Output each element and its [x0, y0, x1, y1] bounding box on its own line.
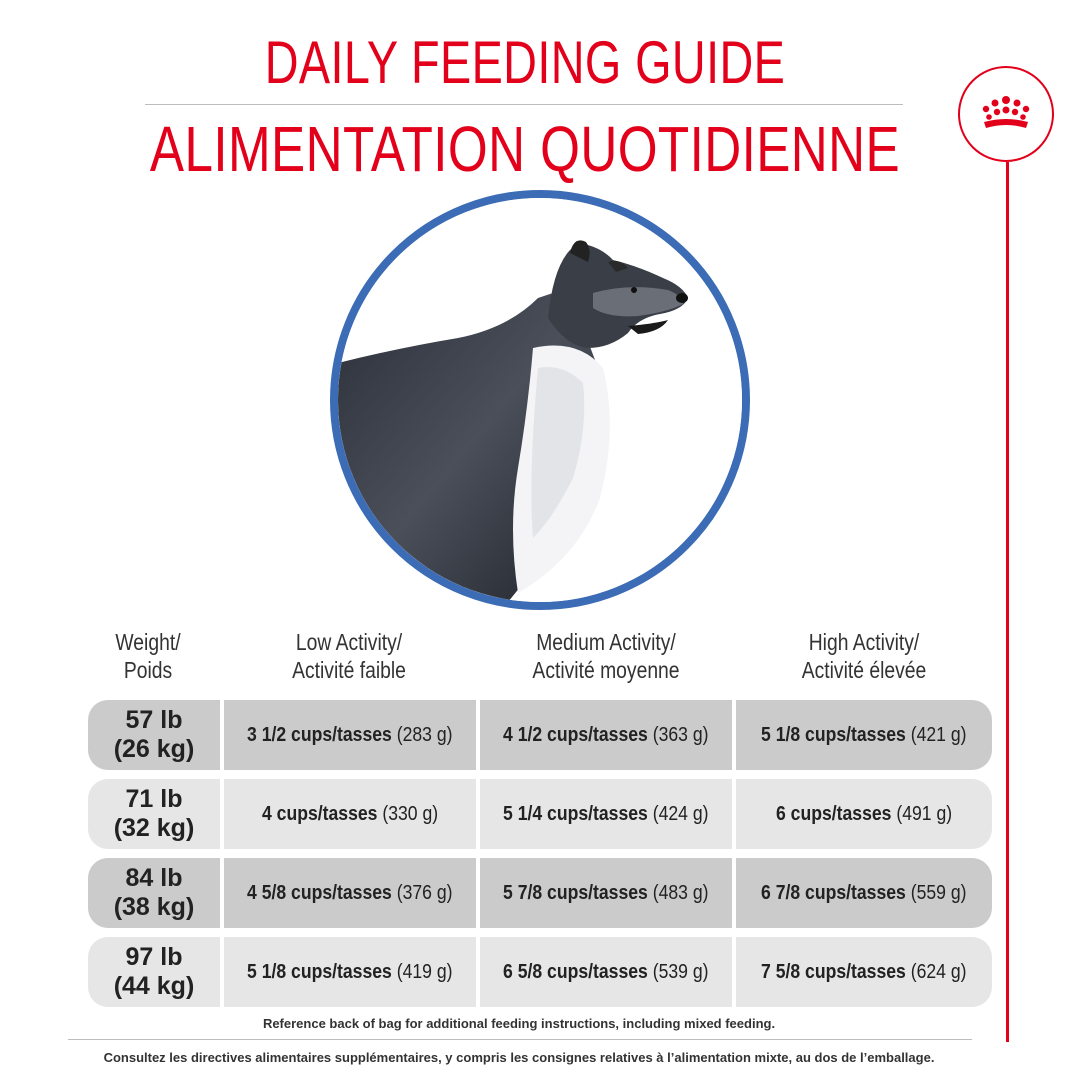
high-activity-cell — [736, 779, 992, 849]
header-weight-en: Weight/ — [115, 629, 181, 655]
amount-grams: (491 g) — [896, 802, 953, 825]
weight-lb: 97 lb — [125, 943, 183, 971]
footnote-divider — [68, 1039, 972, 1040]
brand-logo — [958, 66, 1054, 162]
amount-grams: (424 g) — [652, 802, 709, 825]
low-activity-cell — [224, 779, 476, 849]
high-activity-cell — [736, 700, 992, 770]
header-low-activity — [244, 628, 454, 684]
table-row — [88, 858, 992, 928]
title-divider — [145, 104, 903, 105]
title-french: ALIMENTATION QUOTIDIENNE — [149, 113, 901, 185]
amount-cups: 6 cups/tasses — [775, 802, 892, 825]
header-weight — [89, 628, 207, 684]
low-activity-cell — [224, 700, 476, 770]
amount-cups: 3 1/2 cups/tasses — [247, 723, 393, 746]
amount-cups: 4 1/2 cups/tasses — [503, 723, 649, 746]
header-weight-fr: Poids — [123, 657, 173, 683]
amount-cups: 6 5/8 cups/tasses — [503, 960, 649, 983]
high-activity-cell — [736, 937, 992, 1007]
amount-cups: 5 1/8 cups/tasses — [247, 960, 393, 983]
weight-cell — [88, 700, 220, 770]
header-medium-activity — [500, 628, 712, 684]
amount-grams: (421 g) — [910, 723, 967, 746]
medium-activity-cell — [480, 779, 732, 849]
amount-cups: 5 1/8 cups/tasses — [761, 723, 907, 746]
crown-icon — [978, 94, 1034, 134]
weight-lb: 71 lb — [125, 785, 183, 813]
header-medium-fr: Activité moyenne — [532, 657, 680, 683]
footnote-english: Reference back of bag for additional feeding instructions, including mixed feeding. — [262, 1016, 776, 1031]
header-high-activity — [756, 628, 971, 684]
weight-kg: (26 kg) — [113, 735, 195, 763]
table-row — [88, 779, 992, 849]
header-high-fr: Activité élevée — [801, 657, 927, 683]
low-activity-cell — [224, 937, 476, 1007]
amount-grams: (419 g) — [396, 960, 453, 983]
low-activity-cell — [224, 858, 476, 928]
weight-cell — [88, 937, 220, 1007]
header-medium-en: Medium Activity/ — [536, 629, 676, 655]
amount-grams: (483 g) — [652, 881, 709, 904]
amount-cups: 7 5/8 cups/tasses — [761, 960, 907, 983]
amount-grams: (363 g) — [652, 723, 709, 746]
header-low-fr: Activité faible — [292, 657, 406, 683]
amount-grams: (376 g) — [396, 881, 453, 904]
dog-photo — [330, 190, 750, 610]
high-activity-cell — [736, 858, 992, 928]
amount-cups: 4 cups/tasses — [261, 802, 378, 825]
amount-cups: 4 5/8 cups/tasses — [247, 881, 393, 904]
weight-cell — [88, 858, 220, 928]
weight-kg: (44 kg) — [113, 972, 195, 1000]
table-row — [88, 700, 992, 770]
amount-grams: (330 g) — [382, 802, 439, 825]
title-english: DAILY FEEDING GUIDE — [264, 29, 786, 96]
amount-grams: (624 g) — [910, 960, 967, 983]
medium-activity-cell — [480, 700, 732, 770]
header-low-en: Low Activity/ — [295, 629, 403, 655]
amount-grams: (283 g) — [396, 723, 453, 746]
weight-cell — [88, 779, 220, 849]
brand-vertical-line — [1006, 162, 1009, 1042]
weight-kg: (32 kg) — [113, 814, 195, 842]
header-high-en: High Activity/ — [808, 629, 920, 655]
amount-grams: (539 g) — [652, 960, 709, 983]
weight-lb: 84 lb — [125, 864, 183, 892]
weight-kg: (38 kg) — [113, 893, 195, 921]
medium-activity-cell — [480, 937, 732, 1007]
medium-activity-cell — [480, 858, 732, 928]
weight-lb: 57 lb — [125, 706, 183, 734]
table-row — [88, 937, 992, 1007]
footnote-french: Consultez les directives alimentaires supplémentaires, y compris les consignes relatives à l’alimentation mixte, au dos de l’emballage. — [103, 1050, 935, 1065]
amount-cups: 6 7/8 cups/tasses — [761, 881, 907, 904]
amount-cups: 5 1/4 cups/tasses — [503, 802, 649, 825]
amount-cups: 5 7/8 cups/tasses — [503, 881, 649, 904]
amount-grams: (559 g) — [910, 881, 967, 904]
